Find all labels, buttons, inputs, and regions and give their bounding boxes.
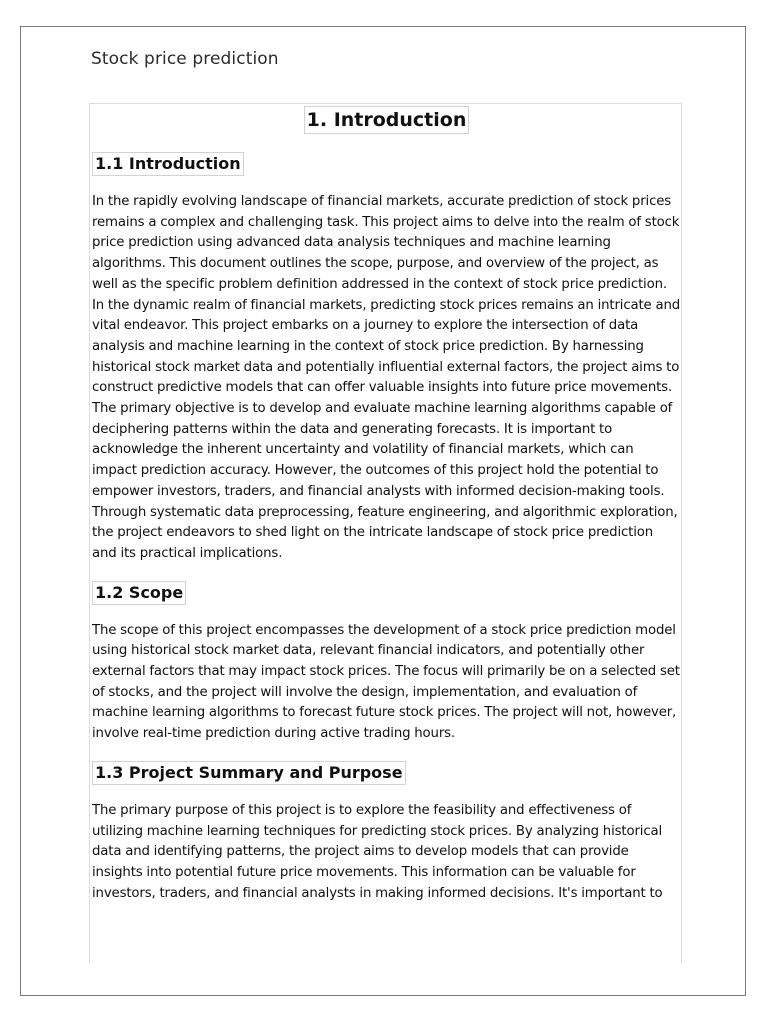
document-page <box>20 26 746 996</box>
section-paragraph: The primary purpose of this project is to explore the feasibility and effectiveness of utilizing machine learning techniques for predicting stock prices. By analyzing historical data and identifying patterns, the project aims to develop models that can provide insights into potential future price movements. This information can be valuable for investors, traders, and financial analysts in making informed decisions. It's important to <box>92 802 663 901</box>
section-heading: 1.3 Project Summary and Purpose <box>92 761 406 785</box>
document-body <box>90 106 681 904</box>
section-2-heading-wrap <box>92 581 681 605</box>
content-area <box>89 103 682 963</box>
section-paragraph: In the rapidly evolving landscape of financial markets, accurate prediction of stock prices remains a complex and challenging task. This project aims to delve into the realm of stock price prediction using advanced data analysis techniques and machine learning algorithms. This document outlines the scope, purpose, and overview of the project, as well as the specific problem definition addressed in the context of stock price prediction. In the dynamic realm of financial markets, predicting stock prices remains an intricate and vital endeavor. This project embarks on a journey to explore the intersection of data analysis and machine learning in the context of stock price prediction. By harnessing historical stock market data and potentially influential external factors, the project aims to construct predictive models that can offer valuable insights into future price movements. The primary objective is to develop and evaluate machine learning algorithms capable of deciphering patterns within the data and generating forecasts. It is important to acknowledge the inherent uncertainty and volatility of financial markets, which can impact prediction accuracy. However, the outcomes of this project hold the potential to empower investors, traders, and financial analysts with informed decision-making tools. Through systematic data preprocessing, feature engineering, and algorithmic exploration, the project endeavors to shed light on the intricate landscape of stock price prediction and its practical implications. <box>92 194 681 561</box>
page-header: Stock price prediction <box>91 49 279 69</box>
section-3-heading-wrap <box>92 761 681 785</box>
section-1-heading-wrap <box>92 152 681 176</box>
title-wrap <box>92 106 681 138</box>
section-heading: 1.1 Introduction <box>92 152 244 176</box>
section-paragraph: The scope of this project encompasses the development of a stock price prediction model using historical stock market data, relevant financial indicators, and potentially other external factors that may impact stock prices. The focus will primarily be on a selected set of stocks, and the project will involve the design, implementation, and evaluation of machine learning algorithms to forecast future stock prices. The project will not, however, involve real-time prediction during active trading hours. <box>92 622 680 742</box>
section-heading: 1.2 Scope <box>92 581 186 605</box>
chapter-title: 1. Introduction <box>304 106 470 134</box>
